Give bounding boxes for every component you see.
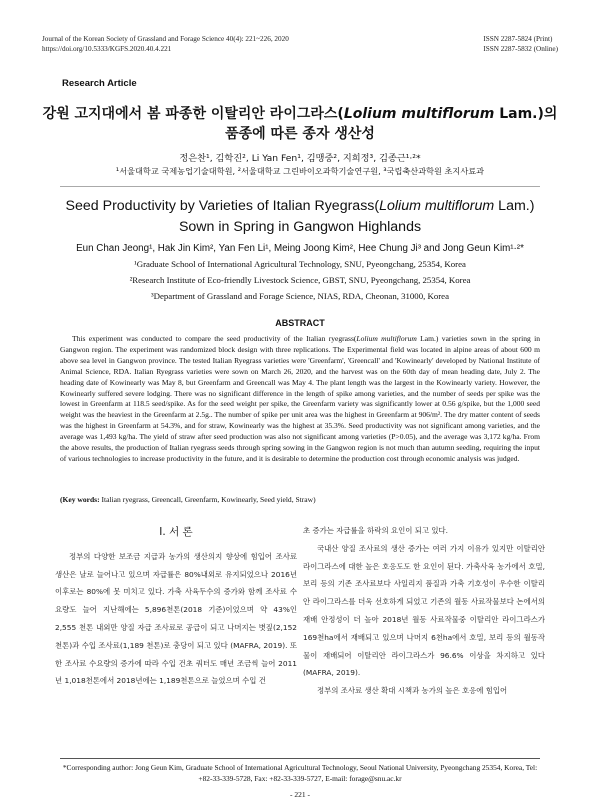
footnote-divider	[60, 758, 540, 759]
journal-citation: Journal of the Korean Society of Grassland and Forage Science 40(4): 221~226, 2020	[42, 35, 289, 43]
issn-online: ISSN 2287-5832 (Online)	[483, 45, 558, 53]
doi-link[interactable]: https://doi.org/10.5333/KGFS.2020.40.4.221	[42, 45, 172, 53]
intro-paragraph-2: 국내산 양질 조사료의 생산 증가는 여러 가지 이유가 있지만 이탈리안 라이그라스에 대한 높은 호응도도 한 요인이 된다. 가축사육 농가에서 호밀, 보리 등의 기존 조사료보다 사일리지 품질과 가축 기호성이 우수한 이탈리안 라이그라스를 더욱 선호하게 되었고 기존의 월동 사료작물보다 논에서의 재배 안정성이 더 높아 2018년 월동 사료작물중 이탈리안 라이그라스가 169천ha에서 재배되고 있으며 나머지 6천ha에서 호밀, 보리 등의 월동작물이 재배되어 이탈리안 라이그라스가 96.6% 이상을 차지하고 있다(MAFRA, 2019).	[303, 543, 545, 678]
english-authors: Eun Chan Jeong¹, Hak Jin Kim², Yan Fen Li¹, Meing Joong Kim², Hee Chung Ji³ and Jong Geun Kim¹·²*	[76, 243, 524, 254]
korean-affiliations: ¹서울대학교 국제농업기술대학원, ²서울대학교 그린바이오과학기술연구원, ³국립축산과학원 초지사료과	[115, 166, 485, 176]
body-left-column	[55, 522, 297, 690]
issn-print: ISSN 2287-5824 (Print)	[483, 35, 553, 43]
english-affiliation-1: ¹Graduate School of International Agricultural Technology, SNU, Pyeongchang, 25354, Korea	[134, 259, 466, 269]
title-divider	[60, 186, 540, 187]
intro-paragraph-1: 정부의 다양한 보조금 지급과 농가의 생산의지 향상에 힘입어 조사료 생산은 날로 늘어나고 있으며 자급률은 80%내외로 유지되었으나 2016년 이후로는 80%에 못 미치고 있다. 가축 사육두수의 증가와 함께 조사료 수요량도 늘어 지난해에는 5,896천톤(2018 기준)이었으며 약 43%인 2,555 천톤 내외만 양질 자급 조사료로 공급이 되고 나머지는 볏짚(2,152 천톤)과 수입 조사료(1,189 천톤)로 충당이 되고 있다 (MAFRA, 2019). 또한 조사료 수요량의 증가에 따라 수입 건초 쿼터도 매년 조금씩 늘어 2011년 1,018천톤에서 2018년에는 1,189천톤으로 늘었으며 수입 건	[55, 551, 297, 686]
english-affiliation-2: ²Research Institute of Eco-friendly Livestock Science, GBST, SNU, Pyeongchang, 25354, Korea	[129, 275, 471, 285]
journal-header	[42, 34, 289, 54]
korean-authors: 정은찬¹, 김학진², Li Yan Fen¹, 김맹중², 지희정³, 김종근¹·²*	[179, 153, 421, 164]
corresponding-author-footnote: *Corresponding author: Jong Geun Kim, Graduate School of International Agricultural Technology, Seoul National University, Pyeongchang 25354, Korea, Tel: +82-33-339-5728, Fax: +82-33-339-5727, E-mail: forage@snu.ac.kr	[62, 763, 538, 783]
keywords: (Key words: Italian ryegrass, Greencall, Greenfarm, Kowinearly, Seed yield, Straw)	[60, 495, 316, 504]
article-type: Research Article	[62, 78, 137, 89]
english-title	[30, 196, 570, 238]
korean-title-line2: 품종에 따른 종자 생산성	[225, 126, 375, 142]
abstract-heading: ABSTRACT	[275, 318, 325, 328]
page-number: - 221 -	[290, 790, 310, 799]
korean-title	[30, 104, 570, 144]
korean-title-line1: 강원 고지대에서 봄 파종한 이탈리안 라이그라스(Lolium multiflorum Lam.)의	[42, 106, 558, 122]
english-title-line2: Sown in Spring in Gangwon Highlands	[178, 219, 422, 235]
abstract-text: This experiment was conducted to compare the seed productivity of the Italian ryegrass(Lolium multiflorum Lam.) varieties sown in the spring in Gangwon region. The experiment was randomized block design with three replications. The Experimental field was located in alpine areas of about 600 m above sea level in Gangwon province. The tested Italian Ryegrass varieties were 'Greenfarm', 'Greencall' and 'Kowinearly' developed by National Institute of Animal Science, RDA. Italian Ryegrass varieties were sown on March 26, 2020, and the harvest was on the 60th day of mean heading date, July 2. The heading date of Kowinearly was May 8, but Greenfarm and Greencall was May 4. The plant length was the largest in the Kowinearly variety. However, the Kowinearly suffered severe lodging. There was no significant difference in the length of spike among varieties, and the number of seeds per spike was the lowest in Greenfarm at 118.5 seed/spike. As for the seed weight per spike, the Greenfarm variety was significantly lower at 0.56 g/spike, but the 1,000 seed weight was the heaviest in the Greenfarm at 2.5g.. The number of spike per unit area was the highest in Greenfarm at 906/m². The dry matter content of seeds was the highest in Greenfarm at 54.3%, and for straw, Kowinearly was the highest at 35.3%. Seed productivity was not significant among varieties, and the average was 1,493 kg/ha. The yield of straw after seed production was also not significant among varieties (P>0.05), and the average was 3,172 kg/ha. From the above results, the production of Italian ryegrass seeds through spring sowing in the Gangwon region is not much than autumn seeding, requiring the input of various technologies to increase productivity in the future, and it is desirable to determine the production cost through economic analysis was judged.	[60, 334, 540, 463]
intro-paragraph-continued: 초 증가는 자급률을 하락의 요인이 되고 있다.	[303, 526, 448, 535]
english-title-line1: Seed Productivity by Varieties of Italian Ryegrass(Lolium multiflorum Lam.)	[65, 198, 535, 214]
issn-block	[483, 34, 558, 54]
section-heading-introduction: Ⅰ. 서 론	[159, 526, 193, 538]
body-right-column	[303, 522, 545, 700]
intro-paragraph-3: 정부의 조사료 생산 확대 시책과 농가의 높은 호응에 힘입어	[317, 686, 508, 696]
english-affiliation-3: ³Department of Grassland and Forage Science, NIAS, RDA, Cheonan, 31000, Korea	[151, 291, 449, 301]
